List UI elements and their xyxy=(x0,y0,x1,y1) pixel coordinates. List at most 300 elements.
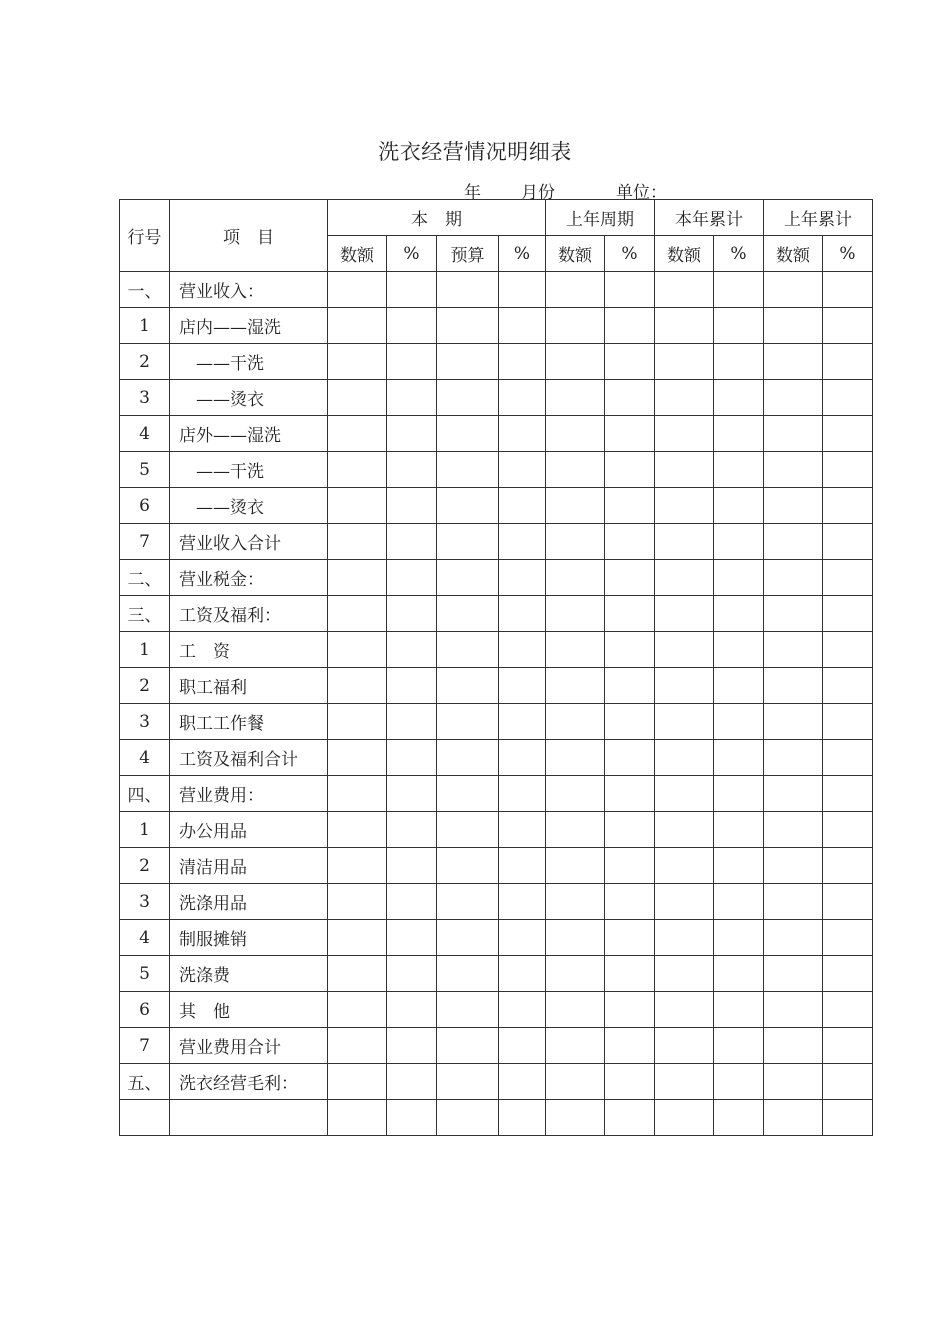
value-cell[interactable] xyxy=(605,740,655,776)
table-row xyxy=(120,920,873,956)
line-no-cell: 三、 xyxy=(120,596,170,632)
line-no-cell: 四、 xyxy=(120,776,170,812)
value-cell[interactable] xyxy=(546,920,605,956)
value-cell[interactable] xyxy=(328,776,387,812)
value-cell[interactable] xyxy=(764,308,823,344)
subheader-cell: % xyxy=(714,236,764,272)
value-cell[interactable] xyxy=(764,956,823,992)
value-cell[interactable] xyxy=(499,956,546,992)
value-cell[interactable] xyxy=(764,1064,823,1100)
value-cell[interactable] xyxy=(387,596,437,632)
value-cell[interactable] xyxy=(764,416,823,452)
value-cell[interactable] xyxy=(605,560,655,596)
value-cell[interactable] xyxy=(714,272,764,308)
value-cell[interactable] xyxy=(714,1028,764,1064)
line-no-cell: 6 xyxy=(120,488,170,524)
value-cell[interactable] xyxy=(499,1064,546,1100)
value-cell[interactable] xyxy=(655,272,714,308)
value-cell[interactable] xyxy=(823,452,873,488)
value-cell[interactable] xyxy=(823,920,873,956)
value-cell[interactable] xyxy=(823,308,873,344)
table-row xyxy=(120,272,873,308)
value-cell[interactable] xyxy=(499,884,546,920)
line-no-cell: 3 xyxy=(120,704,170,740)
value-cell[interactable] xyxy=(714,416,764,452)
value-cell[interactable] xyxy=(437,812,499,848)
value-cell[interactable] xyxy=(499,344,546,380)
item-cell: 职工福利 xyxy=(170,668,328,704)
value-cell[interactable] xyxy=(714,488,764,524)
value-cell[interactable] xyxy=(655,308,714,344)
value-cell[interactable] xyxy=(437,920,499,956)
value-cell[interactable] xyxy=(387,740,437,776)
value-cell[interactable] xyxy=(546,272,605,308)
item-cell: 办公用品 xyxy=(170,812,328,848)
value-cell[interactable] xyxy=(387,956,437,992)
value-cell[interactable] xyxy=(328,812,387,848)
value-cell[interactable] xyxy=(823,560,873,596)
item-cell: ——烫衣 xyxy=(170,488,328,524)
value-cell[interactable] xyxy=(328,956,387,992)
item-cell: 职工工作餐 xyxy=(170,704,328,740)
value-cell[interactable] xyxy=(655,560,714,596)
value-cell[interactable] xyxy=(714,596,764,632)
table-row xyxy=(120,380,873,416)
value-cell[interactable] xyxy=(387,416,437,452)
value-cell[interactable] xyxy=(605,668,655,704)
table-row xyxy=(120,812,873,848)
value-cell[interactable] xyxy=(605,344,655,380)
value-cell[interactable] xyxy=(387,884,437,920)
value-cell[interactable] xyxy=(823,488,873,524)
value-cell[interactable] xyxy=(823,812,873,848)
item-cell: 营业费用合计 xyxy=(170,1028,328,1064)
line-no-cell: 五、 xyxy=(120,1064,170,1100)
value-cell[interactable] xyxy=(437,416,499,452)
value-cell[interactable] xyxy=(437,704,499,740)
value-cell[interactable] xyxy=(437,632,499,668)
subheader-cell: % xyxy=(823,236,873,272)
value-cell[interactable] xyxy=(655,452,714,488)
item-cell: 营业收入合计 xyxy=(170,524,328,560)
value-cell[interactable] xyxy=(605,1064,655,1100)
table-row xyxy=(120,1100,873,1136)
line-no-cell xyxy=(120,1100,170,1136)
subheader-cell: 数额 xyxy=(328,236,387,272)
value-cell[interactable] xyxy=(546,848,605,884)
value-cell[interactable] xyxy=(499,704,546,740)
value-cell[interactable] xyxy=(605,1100,655,1136)
value-cell[interactable] xyxy=(605,632,655,668)
value-cell[interactable] xyxy=(437,596,499,632)
value-cell[interactable] xyxy=(823,632,873,668)
line-no-cell: 2 xyxy=(120,668,170,704)
value-cell[interactable] xyxy=(499,812,546,848)
value-cell[interactable] xyxy=(387,668,437,704)
value-cell[interactable] xyxy=(499,272,546,308)
value-cell[interactable] xyxy=(387,1064,437,1100)
value-cell[interactable] xyxy=(605,524,655,560)
value-cell[interactable] xyxy=(328,380,387,416)
value-cell[interactable] xyxy=(655,992,714,1028)
value-cell[interactable] xyxy=(437,740,499,776)
value-cell[interactable] xyxy=(605,272,655,308)
item-cell: ——烫衣 xyxy=(170,380,328,416)
value-cell[interactable] xyxy=(764,1028,823,1064)
value-cell[interactable] xyxy=(655,1100,714,1136)
value-cell[interactable] xyxy=(764,632,823,668)
value-cell[interactable] xyxy=(328,668,387,704)
subheader-cell: 数额 xyxy=(546,236,605,272)
value-cell[interactable] xyxy=(437,992,499,1028)
header-line-no: 行号 xyxy=(120,200,170,272)
value-cell[interactable] xyxy=(499,452,546,488)
value-cell[interactable] xyxy=(546,740,605,776)
value-cell[interactable] xyxy=(605,992,655,1028)
value-cell[interactable] xyxy=(437,488,499,524)
line-no-cell: 二、 xyxy=(120,560,170,596)
document-title: 洗衣经营情况明细表 xyxy=(378,140,572,164)
value-cell[interactable] xyxy=(499,992,546,1028)
value-cell[interactable] xyxy=(437,884,499,920)
value-cell[interactable] xyxy=(499,740,546,776)
value-cell[interactable] xyxy=(546,956,605,992)
value-cell[interactable] xyxy=(823,704,873,740)
line-no-cell: 1 xyxy=(120,812,170,848)
value-cell[interactable] xyxy=(437,1064,499,1100)
value-cell[interactable] xyxy=(764,452,823,488)
value-cell[interactable] xyxy=(328,1028,387,1064)
value-cell[interactable] xyxy=(437,668,499,704)
value-cell[interactable] xyxy=(328,524,387,560)
value-cell[interactable] xyxy=(499,848,546,884)
value-cell[interactable] xyxy=(714,344,764,380)
value-cell[interactable] xyxy=(714,740,764,776)
line-no-cell: 5 xyxy=(120,452,170,488)
value-cell[interactable] xyxy=(499,668,546,704)
value-cell[interactable] xyxy=(546,416,605,452)
value-cell[interactable] xyxy=(387,632,437,668)
value-cell[interactable] xyxy=(387,560,437,596)
header-current-period: 本 期 xyxy=(328,200,546,236)
value-cell[interactable] xyxy=(714,668,764,704)
item-cell: 营业费用： xyxy=(170,776,328,812)
value-cell[interactable] xyxy=(387,704,437,740)
value-cell[interactable] xyxy=(823,272,873,308)
value-cell[interactable] xyxy=(714,308,764,344)
table-row xyxy=(120,704,873,740)
value-cell[interactable] xyxy=(823,956,873,992)
value-cell[interactable] xyxy=(764,704,823,740)
value-cell[interactable] xyxy=(823,848,873,884)
value-cell[interactable] xyxy=(328,452,387,488)
value-cell[interactable] xyxy=(655,848,714,884)
table-row xyxy=(120,308,873,344)
value-cell[interactable] xyxy=(655,524,714,560)
value-cell[interactable] xyxy=(655,704,714,740)
value-cell[interactable] xyxy=(764,920,823,956)
value-cell[interactable] xyxy=(764,524,823,560)
value-cell[interactable] xyxy=(546,452,605,488)
value-cell[interactable] xyxy=(655,596,714,632)
value-cell[interactable] xyxy=(499,776,546,812)
value-cell[interactable] xyxy=(387,452,437,488)
value-cell[interactable] xyxy=(655,1064,714,1100)
value-cell[interactable] xyxy=(546,776,605,812)
value-cell[interactable] xyxy=(546,1100,605,1136)
value-cell[interactable] xyxy=(328,704,387,740)
value-cell[interactable] xyxy=(499,560,546,596)
item-cell: 制服摊销 xyxy=(170,920,328,956)
value-cell[interactable] xyxy=(823,992,873,1028)
value-cell[interactable] xyxy=(655,416,714,452)
table-row xyxy=(120,740,873,776)
value-cell[interactable] xyxy=(387,992,437,1028)
value-cell[interactable] xyxy=(714,956,764,992)
value-cell[interactable] xyxy=(546,812,605,848)
line-no-cell: 3 xyxy=(120,380,170,416)
value-cell[interactable] xyxy=(387,776,437,812)
value-cell[interactable] xyxy=(437,524,499,560)
line-no-cell: 3 xyxy=(120,884,170,920)
value-cell[interactable] xyxy=(605,380,655,416)
item-cell: 店外——湿洗 xyxy=(170,416,328,452)
table-row xyxy=(120,668,873,704)
value-cell[interactable] xyxy=(655,668,714,704)
value-cell[interactable] xyxy=(823,1064,873,1100)
value-cell[interactable] xyxy=(823,344,873,380)
value-cell[interactable] xyxy=(714,704,764,740)
line-no-cell: 6 xyxy=(120,992,170,1028)
value-cell[interactable] xyxy=(655,920,714,956)
value-cell[interactable] xyxy=(328,1064,387,1100)
line-no-cell: 2 xyxy=(120,344,170,380)
value-cell[interactable] xyxy=(764,812,823,848)
value-cell[interactable] xyxy=(655,632,714,668)
value-cell[interactable] xyxy=(605,812,655,848)
value-cell[interactable] xyxy=(499,632,546,668)
value-cell[interactable] xyxy=(764,776,823,812)
value-cell[interactable] xyxy=(714,380,764,416)
value-cell[interactable] xyxy=(655,884,714,920)
value-cell[interactable] xyxy=(387,524,437,560)
value-cell[interactable] xyxy=(714,524,764,560)
value-cell[interactable] xyxy=(546,632,605,668)
value-cell[interactable] xyxy=(387,1100,437,1136)
value-cell[interactable] xyxy=(764,884,823,920)
value-cell[interactable] xyxy=(714,776,764,812)
value-cell[interactable] xyxy=(499,416,546,452)
value-cell[interactable] xyxy=(546,524,605,560)
table-row xyxy=(120,488,873,524)
value-cell[interactable] xyxy=(764,488,823,524)
value-cell[interactable] xyxy=(437,848,499,884)
value-cell[interactable] xyxy=(328,272,387,308)
value-cell[interactable] xyxy=(655,740,714,776)
item-cell: 洗衣经营毛利： xyxy=(170,1064,328,1100)
value-cell[interactable] xyxy=(437,560,499,596)
value-cell[interactable] xyxy=(546,380,605,416)
value-cell[interactable] xyxy=(605,1028,655,1064)
value-cell[interactable] xyxy=(714,920,764,956)
value-cell[interactable] xyxy=(387,308,437,344)
value-cell[interactable] xyxy=(823,380,873,416)
value-cell[interactable] xyxy=(714,632,764,668)
value-cell[interactable] xyxy=(546,344,605,380)
table-row xyxy=(120,524,873,560)
value-cell[interactable] xyxy=(605,308,655,344)
value-cell[interactable] xyxy=(328,1100,387,1136)
value-cell[interactable] xyxy=(605,776,655,812)
value-cell[interactable] xyxy=(499,1028,546,1064)
value-cell[interactable] xyxy=(764,992,823,1028)
item-cell: 店内——湿洗 xyxy=(170,308,328,344)
unit-label: 单位： xyxy=(616,183,667,203)
value-cell[interactable] xyxy=(437,1028,499,1064)
value-cell[interactable] xyxy=(823,776,873,812)
value-cell[interactable] xyxy=(546,488,605,524)
value-cell[interactable] xyxy=(328,884,387,920)
value-cell[interactable] xyxy=(387,272,437,308)
value-cell[interactable] xyxy=(605,416,655,452)
value-cell[interactable] xyxy=(437,380,499,416)
value-cell[interactable] xyxy=(387,488,437,524)
value-cell[interactable] xyxy=(546,560,605,596)
value-cell[interactable] xyxy=(546,1064,605,1100)
value-cell[interactable] xyxy=(605,884,655,920)
value-cell[interactable] xyxy=(437,776,499,812)
header-last-year-ytd: 上年累计 xyxy=(764,200,873,236)
value-cell[interactable] xyxy=(499,524,546,560)
value-cell[interactable] xyxy=(605,848,655,884)
value-cell[interactable] xyxy=(764,344,823,380)
value-cell[interactable] xyxy=(823,1100,873,1136)
value-cell[interactable] xyxy=(764,1100,823,1136)
value-cell[interactable] xyxy=(499,920,546,956)
value-cell[interactable] xyxy=(605,920,655,956)
value-cell[interactable] xyxy=(714,848,764,884)
value-cell[interactable] xyxy=(328,308,387,344)
value-cell[interactable] xyxy=(499,380,546,416)
value-cell[interactable] xyxy=(328,560,387,596)
value-cell[interactable] xyxy=(437,452,499,488)
value-cell[interactable] xyxy=(387,812,437,848)
value-cell[interactable] xyxy=(387,380,437,416)
value-cell[interactable] xyxy=(823,416,873,452)
value-cell[interactable] xyxy=(655,380,714,416)
value-cell[interactable] xyxy=(328,632,387,668)
value-cell[interactable] xyxy=(499,308,546,344)
value-cell[interactable] xyxy=(764,560,823,596)
item-cell: 洗涤用品 xyxy=(170,884,328,920)
value-cell[interactable] xyxy=(546,308,605,344)
value-cell[interactable] xyxy=(714,560,764,596)
subheader-cell: % xyxy=(499,236,546,272)
value-cell[interactable] xyxy=(328,416,387,452)
value-cell[interactable] xyxy=(546,596,605,632)
value-cell[interactable] xyxy=(655,488,714,524)
item-cell: 清洁用品 xyxy=(170,848,328,884)
value-cell[interactable] xyxy=(499,596,546,632)
value-cell[interactable] xyxy=(437,308,499,344)
value-cell[interactable] xyxy=(714,884,764,920)
header-ytd: 本年累计 xyxy=(655,200,764,236)
table-row xyxy=(120,776,873,812)
value-cell[interactable] xyxy=(823,524,873,560)
value-cell[interactable] xyxy=(714,452,764,488)
value-cell[interactable] xyxy=(328,488,387,524)
value-cell[interactable] xyxy=(387,848,437,884)
value-cell[interactable] xyxy=(823,596,873,632)
value-cell[interactable] xyxy=(714,1064,764,1100)
value-cell[interactable] xyxy=(605,488,655,524)
value-cell[interactable] xyxy=(499,1100,546,1136)
value-cell[interactable] xyxy=(387,1028,437,1064)
table-row xyxy=(120,416,873,452)
value-cell[interactable] xyxy=(328,992,387,1028)
table-row xyxy=(120,452,873,488)
value-cell[interactable] xyxy=(328,344,387,380)
value-cell[interactable] xyxy=(714,1100,764,1136)
value-cell[interactable] xyxy=(605,956,655,992)
value-cell[interactable] xyxy=(655,956,714,992)
value-cell[interactable] xyxy=(823,668,873,704)
value-cell[interactable] xyxy=(328,920,387,956)
value-cell[interactable] xyxy=(387,344,437,380)
subheader-cell: % xyxy=(387,236,437,272)
subheader-cell: 数额 xyxy=(655,236,714,272)
value-cell[interactable] xyxy=(328,596,387,632)
value-cell[interactable] xyxy=(764,848,823,884)
value-cell[interactable] xyxy=(823,884,873,920)
value-cell[interactable] xyxy=(546,704,605,740)
value-cell[interactable] xyxy=(546,668,605,704)
value-cell[interactable] xyxy=(605,452,655,488)
item-cell: 洗涤费 xyxy=(170,956,328,992)
value-cell[interactable] xyxy=(546,992,605,1028)
value-cell[interactable] xyxy=(764,668,823,704)
value-cell[interactable] xyxy=(546,1028,605,1064)
value-cell[interactable] xyxy=(499,488,546,524)
value-cell[interactable] xyxy=(437,1100,499,1136)
value-cell[interactable] xyxy=(655,776,714,812)
value-cell[interactable] xyxy=(655,1028,714,1064)
value-cell[interactable] xyxy=(764,596,823,632)
value-cell[interactable] xyxy=(823,1028,873,1064)
table-row xyxy=(120,344,873,380)
value-cell[interactable] xyxy=(764,380,823,416)
value-cell[interactable] xyxy=(764,740,823,776)
value-cell[interactable] xyxy=(546,884,605,920)
value-cell[interactable] xyxy=(714,992,764,1028)
value-cell[interactable] xyxy=(764,272,823,308)
line-no-cell: 4 xyxy=(120,416,170,452)
value-cell[interactable] xyxy=(328,848,387,884)
table-row xyxy=(120,1028,873,1064)
value-cell[interactable] xyxy=(605,596,655,632)
value-cell[interactable] xyxy=(655,812,714,848)
value-cell[interactable] xyxy=(328,740,387,776)
value-cell[interactable] xyxy=(605,704,655,740)
value-cell[interactable] xyxy=(387,920,437,956)
value-cell[interactable] xyxy=(714,812,764,848)
value-cell[interactable] xyxy=(655,344,714,380)
value-cell[interactable] xyxy=(437,272,499,308)
item-cell: 营业收入： xyxy=(170,272,328,308)
value-cell[interactable] xyxy=(823,740,873,776)
value-cell[interactable] xyxy=(437,956,499,992)
value-cell[interactable] xyxy=(437,344,499,380)
